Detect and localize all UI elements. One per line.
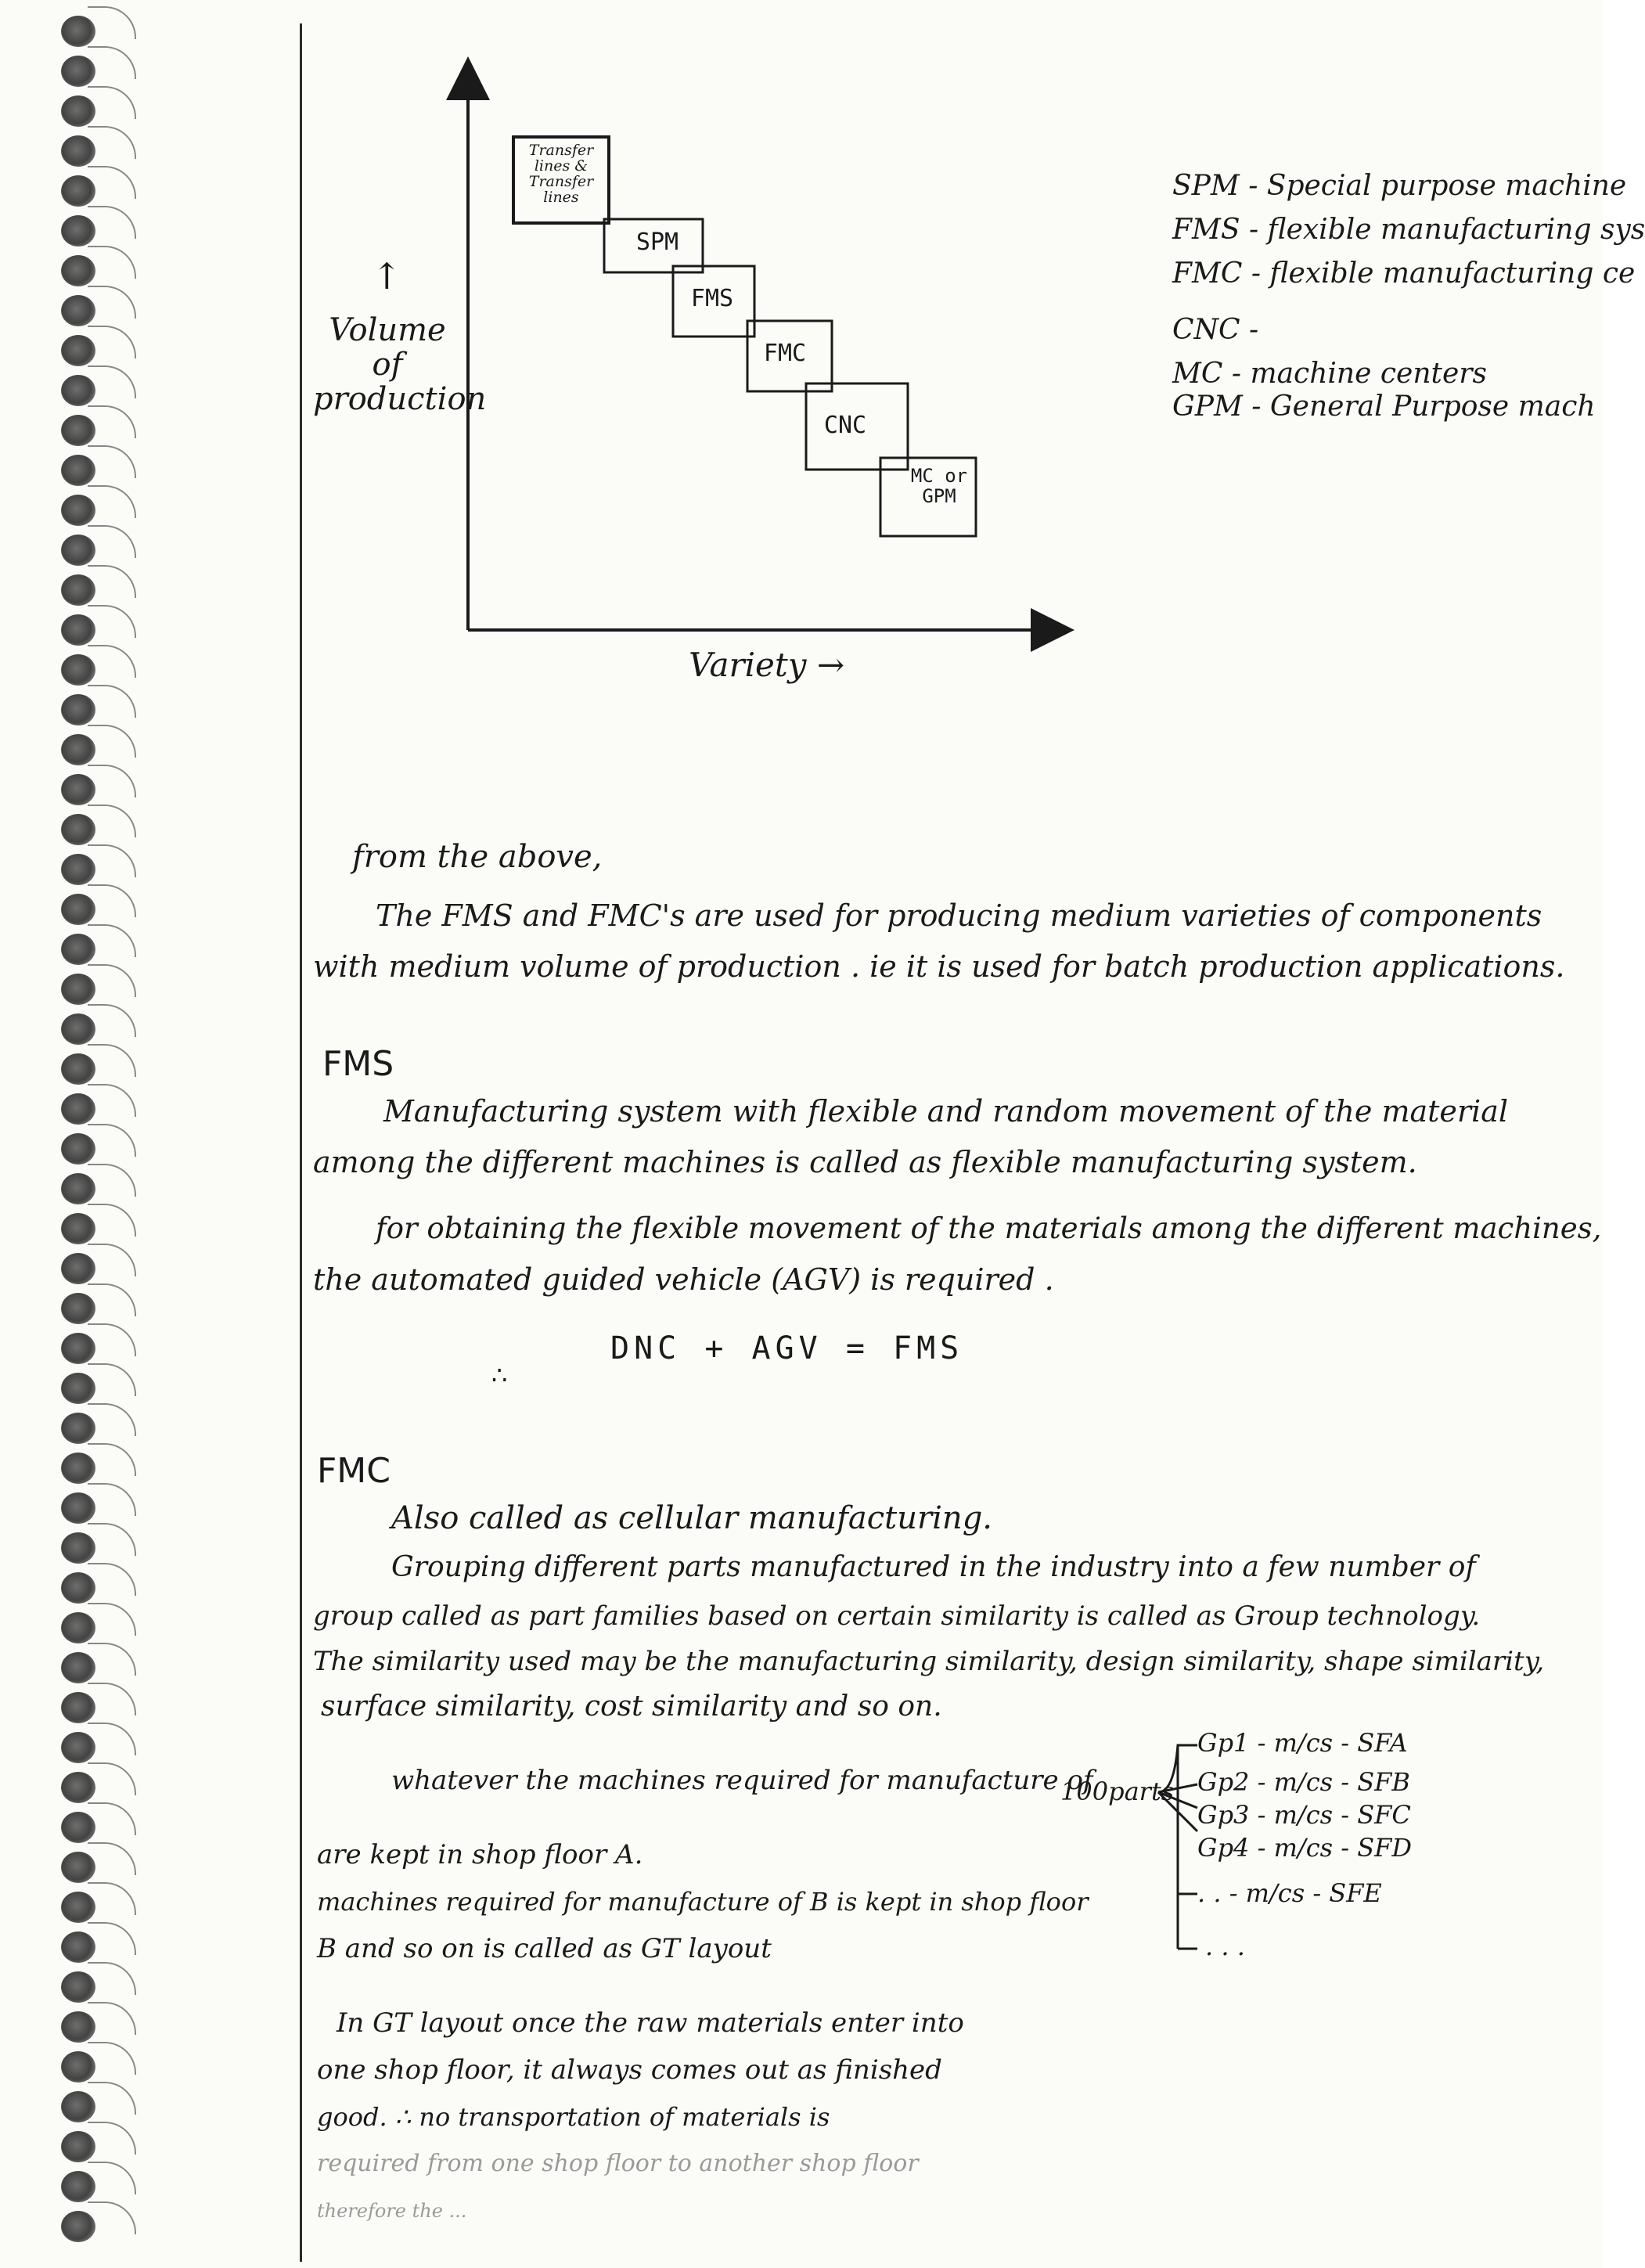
binding-ring (88, 1084, 136, 1117)
binding-ring (88, 2042, 136, 2075)
binding-ring (88, 2201, 136, 2234)
tree-branch-gp3: Gp3 - m/cs - SFC (1197, 1800, 1411, 1830)
abbr-gpm: GPM - General Purpose mach (1172, 391, 1596, 423)
abbr-fmc: FMC - flexible manufacturing ce (1172, 257, 1636, 290)
binding-ring (88, 1283, 136, 1316)
abbreviation-list (1172, 164, 1645, 429)
binding-ring (88, 645, 136, 678)
binding-ring (88, 485, 136, 518)
therefore-symbol: ∴ (491, 1360, 508, 1390)
fms-line-3: for obtaining the flexible movement of the materials among the different machines, (376, 1211, 1602, 1245)
x-axis-label: Variety → (689, 646, 845, 684)
from-above: from the above, (352, 839, 603, 875)
binding-ring (88, 365, 136, 398)
gt-line-7: good. ∴ no transportation of materials is (317, 2102, 830, 2132)
binding-ring (88, 1723, 136, 1755)
binding-ring (88, 1802, 136, 1835)
binding-ring (88, 1842, 136, 1875)
binding-ring (88, 1044, 136, 1077)
binding-ring (88, 326, 136, 358)
production-chart (313, 70, 1080, 689)
spiral-binding (47, 0, 149, 2268)
fmc-line-2: Grouping different parts manufactured in the industry into a few number of (391, 1551, 1476, 1583)
tree-root: 100parts (1060, 1777, 1175, 1806)
tree-branch-gp4: Gp4 - m/cs - SFD (1197, 1833, 1412, 1863)
binding-ring (88, 1004, 136, 1037)
gt-line-1: whatever the machines required for manufacture of (391, 1765, 1093, 1796)
binding-ring (88, 685, 136, 718)
abbr-spm: SPM - Special purpose machine (1172, 170, 1627, 202)
binding-ring (88, 1922, 136, 1955)
binding-ring (88, 206, 136, 239)
margin-line (300, 23, 302, 2262)
binding-ring (88, 1323, 136, 1356)
binding-ring (88, 445, 136, 478)
binding-ring (88, 1483, 136, 1516)
binding-ring (88, 1363, 136, 1396)
binding-ring (88, 765, 136, 797)
fms-line-4: the automated guided vehicle (AGV) is required . (313, 1262, 1054, 1297)
binding-ring (88, 1124, 136, 1157)
binding-ring (88, 1244, 136, 1276)
binding-ring (88, 1962, 136, 1995)
binding-ring (88, 725, 136, 758)
binding-ring (88, 565, 136, 598)
fmc-line-4: The similarity used may be the manufacturing similarity, design similarity, shape similarity, (313, 1646, 1545, 1677)
gt-line-2: are kept in shop floor A. (317, 1839, 643, 1870)
box-label-transfer: Transfer lines & Transfer lines (528, 142, 594, 206)
binding-ring (88, 1683, 136, 1715)
binding-ring (88, 805, 136, 837)
fms-formula: DNC + AGV = FMS (610, 1330, 964, 1366)
binding-ring (88, 2002, 136, 2035)
tree-branch-gp1: Gp1 - m/cs - SFA (1197, 1728, 1408, 1758)
binding-ring (88, 924, 136, 957)
box-label-fmc: FMC (763, 340, 807, 367)
fms-fmc-line-1: The FMS and FMC's are used for producing medium varieties of components (376, 898, 1542, 933)
binding-ring (88, 525, 136, 558)
fmc-heading: FMC (317, 1451, 391, 1491)
fms-heading: FMS (322, 1044, 394, 1084)
gt-line-3: machines required for manufacture of B is kept in shop floor (317, 1887, 1089, 1917)
fms-line-2: among the different machines is called as flexible manufacturing system. (313, 1145, 1417, 1179)
binding-ring (88, 964, 136, 997)
gt-line-4: B and so on is called as GT layout (317, 1933, 772, 1964)
gt-line-9: therefore the ... (317, 2200, 467, 2222)
binding-ring (88, 1403, 136, 1436)
y-up-arrow: ↑ (372, 255, 402, 297)
binding-ring (88, 2122, 136, 2155)
binding-ring (88, 46, 136, 79)
gt-line-8: required from one shop floor to another shop floor (317, 2150, 919, 2177)
binding-ring (88, 884, 136, 917)
abbr-cnc: CNC - (1172, 314, 1259, 346)
binding-ring (88, 6, 136, 39)
y-axis-label: Volume of production (313, 312, 487, 417)
gt-line-6: one shop floor, it always comes out as finished (317, 2054, 942, 2086)
binding-ring (88, 1204, 136, 1237)
tree-branch-more: . . . (1205, 1931, 1245, 1961)
binding-ring (88, 246, 136, 279)
binding-ring (88, 2082, 136, 2115)
gt-line-5: In GT layout once the raw materials enter into (337, 2007, 964, 2039)
group-tree (1041, 1714, 1589, 1964)
tree-branch-gp2: Gp2 - m/cs - SFB (1197, 1767, 1410, 1797)
binding-ring (88, 1603, 136, 1636)
tree-branch-gp5: . . - m/cs - SFE (1197, 1878, 1382, 1908)
fmc-line-1: Also called as cellular manufacturing. (391, 1500, 993, 1536)
box-label-cnc: CNC (823, 412, 867, 439)
binding-ring (88, 166, 136, 199)
fms-line-1: Manufacturing system with flexible and random movement of the material (383, 1094, 1509, 1129)
binding-ring (88, 1164, 136, 1197)
binding-ring (88, 405, 136, 438)
binding-ring (88, 1643, 136, 1676)
fmc-line-5: surface similarity, cost similarity and so on. (321, 1690, 942, 1723)
fmc-line-3: group called as part families based on certain similarity is called as Group technology. (313, 1600, 1481, 1632)
binding-ring (88, 1882, 136, 1915)
binding-ring (88, 605, 136, 638)
binding-ring (88, 844, 136, 877)
binding-ring (88, 1563, 136, 1596)
box-label-spm: SPM (635, 229, 679, 256)
binding-ring (88, 1443, 136, 1476)
box-label-fms: FMS (690, 285, 734, 312)
binding-ring (88, 286, 136, 319)
abbr-fms: FMS - flexible manufacturing sys (1172, 214, 1645, 246)
abbr-mc: MC - machine centers (1172, 358, 1487, 390)
binding-ring (88, 2162, 136, 2194)
box-label-mc-gpm: MC or GPM (910, 465, 968, 507)
binding-ring (88, 126, 136, 159)
binding-ring (88, 1523, 136, 1556)
binding-ring (88, 86, 136, 119)
binding-ring (88, 1762, 136, 1795)
fms-fmc-line-2: with medium volume of production . ie it is used for batch production applications. (313, 949, 1565, 984)
